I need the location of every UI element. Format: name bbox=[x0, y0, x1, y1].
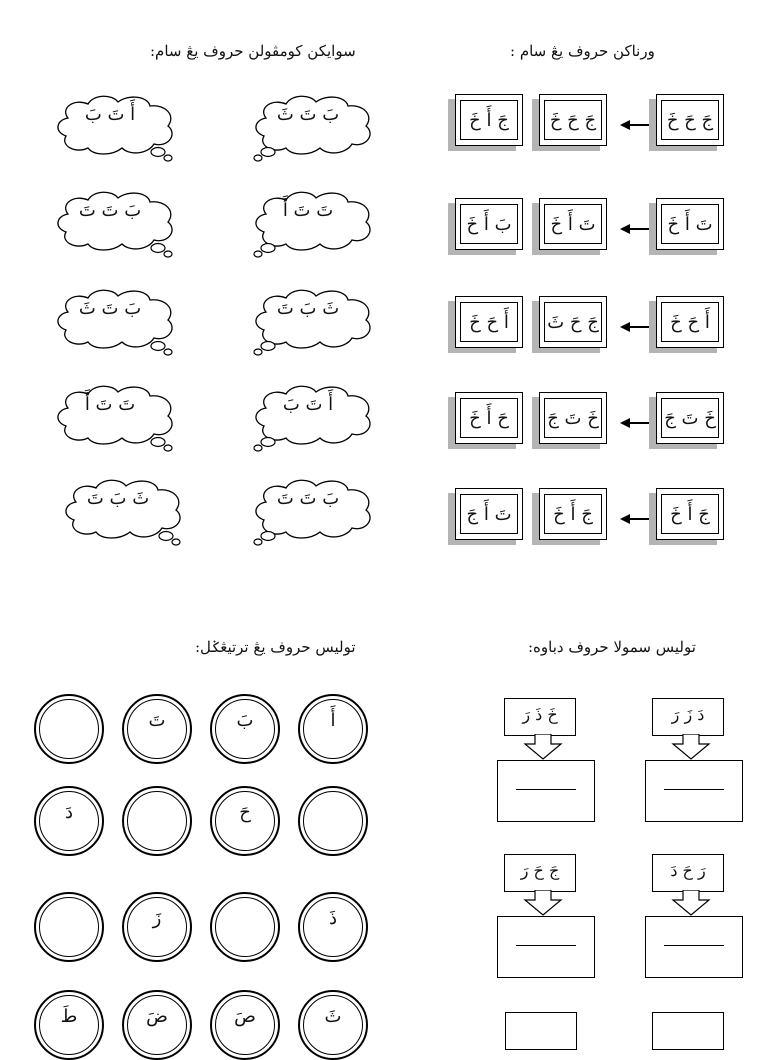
circle-letter: ضَ bbox=[146, 1006, 168, 1027]
letter-circle[interactable] bbox=[210, 892, 280, 962]
box-letters: بَ أَ خَ bbox=[460, 204, 518, 244]
option-letter-box[interactable] bbox=[539, 198, 607, 250]
box-letters: تَ أَ خَ bbox=[544, 204, 602, 244]
heading-color-same-letters: ورناكن حروف يڠ سام : bbox=[510, 42, 655, 60]
target-letter-box[interactable] bbox=[656, 94, 724, 146]
option-letter-box[interactable] bbox=[539, 392, 607, 444]
letter-circle[interactable] bbox=[298, 892, 368, 962]
word-callout bbox=[504, 698, 576, 736]
cloud-letters: أَ تَ بَ bbox=[84, 104, 136, 125]
down-arrow-icon bbox=[523, 890, 563, 916]
word-callout bbox=[652, 698, 724, 736]
callout-letters: دَ زَ رَ bbox=[671, 705, 705, 724]
heading-rewrite-letters: توليس سمولا حروف دباوه: bbox=[528, 638, 696, 656]
box-letters: خَ تَ جَ bbox=[661, 398, 719, 438]
option-letter-box[interactable] bbox=[455, 296, 523, 348]
target-letter-box[interactable] bbox=[656, 488, 724, 540]
answer-line bbox=[516, 789, 576, 790]
answer-line bbox=[516, 945, 576, 946]
circle-letter: حَ bbox=[239, 802, 251, 823]
circle-letter: ثَ bbox=[324, 1006, 342, 1027]
box-letters: جَ أَ خَ bbox=[544, 494, 602, 534]
letter-circle[interactable] bbox=[34, 694, 104, 764]
cloud-letters: بَ تَ ثَ bbox=[276, 104, 340, 125]
cloud-letters: تَ تَ أَ bbox=[282, 200, 334, 221]
option-letter-box[interactable] bbox=[539, 488, 607, 540]
box-letters: حَ أَ خَ bbox=[460, 398, 518, 438]
cloud-letters: أَ تَ بَ bbox=[282, 394, 334, 415]
cloud-letters: بَ تَ تَ bbox=[78, 200, 142, 221]
word-callout bbox=[652, 1012, 724, 1050]
letter-circle[interactable] bbox=[122, 892, 192, 962]
down-arrow-icon bbox=[523, 734, 563, 760]
box-letters: جَ حَ ثَ bbox=[544, 302, 602, 342]
word-callout bbox=[504, 854, 576, 892]
arrow-left-icon bbox=[620, 318, 650, 330]
thought-cloud[interactable] bbox=[248, 288, 388, 356]
box-letters: جَ حَ خَ bbox=[661, 100, 719, 140]
thought-cloud[interactable] bbox=[50, 94, 190, 162]
circle-letter: دَ bbox=[64, 802, 73, 823]
letter-circle[interactable] bbox=[122, 990, 192, 1060]
arrow-left-icon bbox=[620, 116, 650, 128]
arrow-left-icon bbox=[620, 220, 650, 232]
letter-circle[interactable] bbox=[210, 786, 280, 856]
cloud-letters: ثَ بَ تَ bbox=[86, 488, 150, 509]
circle-letter: طَ bbox=[60, 1006, 78, 1027]
target-letter-box[interactable] bbox=[656, 198, 724, 250]
cloud-letters: ثَ بَ تَ bbox=[276, 298, 340, 319]
answer-line bbox=[664, 789, 724, 790]
word-callout bbox=[505, 1012, 577, 1050]
option-letter-box[interactable] bbox=[455, 488, 523, 540]
word-callout bbox=[652, 854, 724, 892]
answer-line bbox=[664, 945, 724, 946]
box-letters: جَ أَ خَ bbox=[460, 100, 518, 140]
cloud-letters: بَ تَ تَ bbox=[276, 488, 340, 509]
box-letters: تَ أَ خَ bbox=[661, 204, 719, 244]
letter-circle[interactable] bbox=[34, 892, 104, 962]
box-letters: جَ أَ خَ bbox=[661, 494, 719, 534]
callout-letters: خَ ذَ رَ bbox=[522, 705, 558, 724]
option-letter-box[interactable] bbox=[539, 296, 607, 348]
heading-circle-same-letters: سوايكن كومڤولن حروف يڠ سام: bbox=[150, 42, 356, 60]
option-letter-box[interactable] bbox=[455, 198, 523, 250]
letter-circle[interactable] bbox=[298, 786, 368, 856]
letter-circle[interactable] bbox=[122, 694, 192, 764]
letter-circle[interactable] bbox=[298, 990, 368, 1060]
letter-circle[interactable] bbox=[34, 990, 104, 1060]
circle-letter: تَ bbox=[148, 710, 166, 731]
letter-circle[interactable] bbox=[210, 694, 280, 764]
thought-cloud[interactable] bbox=[248, 384, 388, 452]
down-arrow-icon bbox=[671, 890, 711, 916]
arrow-left-icon bbox=[620, 510, 650, 522]
letter-circle[interactable] bbox=[34, 786, 104, 856]
answer-box[interactable] bbox=[497, 916, 595, 978]
thought-cloud[interactable] bbox=[50, 190, 190, 258]
box-letters: أَ حَ خَ bbox=[661, 302, 719, 342]
letter-circle[interactable] bbox=[122, 786, 192, 856]
down-arrow-icon bbox=[671, 734, 711, 760]
heading-write-missing-letters: توليس حروف يڠ ترتيڠݢل: bbox=[195, 638, 356, 656]
letter-circle[interactable] bbox=[210, 990, 280, 1060]
answer-box[interactable] bbox=[645, 760, 743, 822]
answer-box[interactable] bbox=[497, 760, 595, 822]
cloud-letters: بَ تَ ثَ bbox=[78, 298, 142, 319]
box-letters: أَ حَ خَ bbox=[460, 302, 518, 342]
option-letter-box[interactable] bbox=[455, 392, 523, 444]
circle-letter: أَ bbox=[330, 710, 336, 731]
letter-circle[interactable] bbox=[298, 694, 368, 764]
arrow-left-icon bbox=[620, 414, 650, 426]
box-letters: جَ حَ خَ bbox=[544, 100, 602, 140]
circle-letter: ذَ bbox=[328, 908, 337, 929]
circle-letter: بَ bbox=[236, 710, 254, 731]
option-letter-box[interactable] bbox=[455, 94, 523, 146]
callout-letters: رَ حَ دَ bbox=[670, 861, 706, 880]
circle-letter: صَ bbox=[234, 1006, 256, 1027]
cloud-letters: تَ تَ أَ bbox=[84, 394, 136, 415]
thought-cloud[interactable] bbox=[50, 288, 190, 356]
answer-box[interactable] bbox=[645, 916, 743, 978]
box-letters: تَ أَ جَ bbox=[460, 494, 518, 534]
thought-cloud[interactable] bbox=[248, 190, 388, 258]
thought-cloud[interactable] bbox=[248, 478, 388, 546]
callout-letters: جَ حَ رَ bbox=[520, 861, 560, 880]
circle-letter: زَ bbox=[152, 908, 162, 929]
thought-cloud[interactable] bbox=[50, 384, 190, 452]
target-letter-box[interactable] bbox=[656, 296, 724, 348]
thought-cloud[interactable] bbox=[58, 478, 198, 546]
option-letter-box[interactable] bbox=[539, 94, 607, 146]
thought-cloud[interactable] bbox=[248, 94, 388, 162]
target-letter-box[interactable] bbox=[656, 392, 724, 444]
box-letters: خَ تَ جَ bbox=[544, 398, 602, 438]
